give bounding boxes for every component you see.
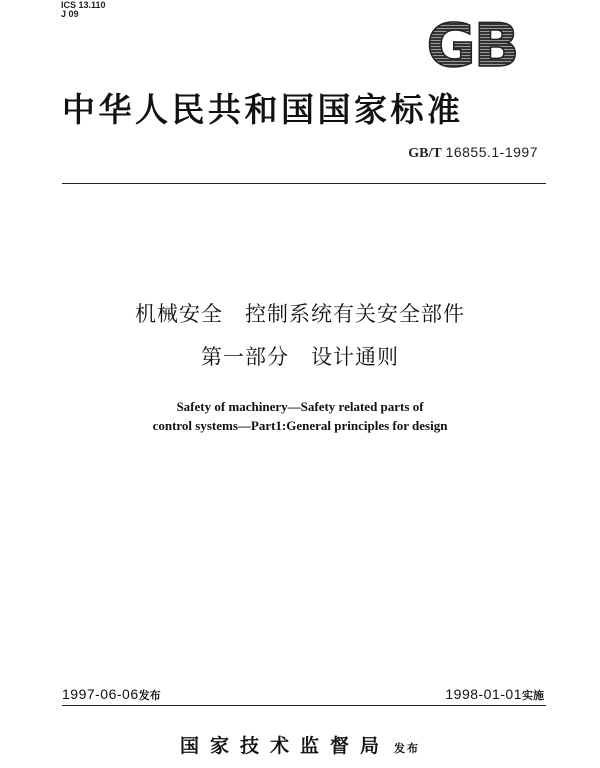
effective-date (445, 686, 544, 703)
header-divider (62, 183, 546, 184)
publisher-action: 发布 (394, 742, 420, 755)
issue-date-value: 1997-06-06 (62, 686, 139, 702)
issue-date-label: 发布 (138, 689, 161, 702)
standard-code-number: 16855.1-1997 (445, 144, 538, 160)
standard-code (408, 144, 538, 162)
standard-title: 中华人民共和国国家标准 (62, 90, 464, 129)
standard-code-prefix: GB/T (408, 146, 442, 161)
issue-date (62, 686, 161, 703)
gb-logo (404, 16, 540, 70)
svg-text:GB: GB (426, 16, 518, 70)
ccs-code: J 09 (61, 9, 79, 19)
classification-codes (61, 1, 106, 19)
chinese-title-line1: 机械安全 控制系统有关安全部件 (135, 302, 465, 326)
publisher (0, 731, 600, 758)
effective-date-value: 1998-01-01 (445, 686, 522, 702)
english-title-line2: control systems—Part1:General principles for design (152, 418, 448, 433)
effective-date-label: 实施 (522, 689, 544, 702)
publisher-name: 国家技术监督局 (179, 735, 390, 757)
ics-code: ICS 13.110 (61, 0, 106, 10)
footer-divider (62, 705, 546, 706)
english-title-line1: Safety of machinery—Safety related parts of (176, 399, 424, 414)
chinese-title-line2: 第一部分 设计通则 (201, 345, 399, 369)
